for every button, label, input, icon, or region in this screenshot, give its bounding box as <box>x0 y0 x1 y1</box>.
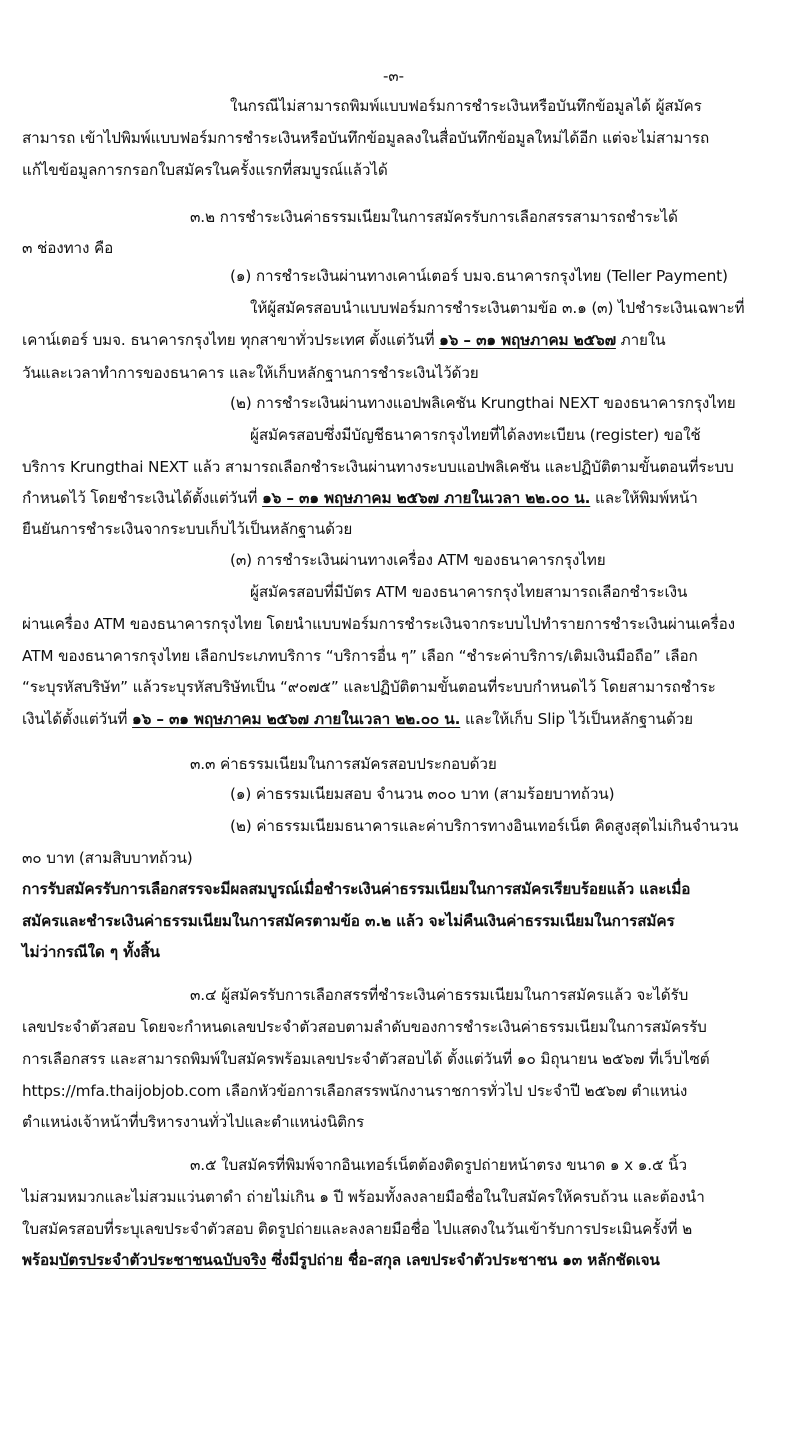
text-line: ตำแหน่งเจ้าหน้าที่บริหารงานทั่วไปและตำแหน่งนิติกร <box>22 1113 365 1131</box>
text-line-bold: การรับสมัครรับการเลือกสรรจะมีผลสมบูรณ์เมื่อชำระเงินค่าธรรมเนียมในการสมัครเรียบร้อยแล้ว และเมื่อ <box>22 880 691 898</box>
text-line: ๓๐ บาท (สามสิบบาทถ้วน) <box>22 849 193 867</box>
text-line: เลขประจำตัวสอบ โดยจะกำหนดเลขประจำตัวสอบตามลำดับของการชำระเงินค่าธรรมเนียมในการสมัครรับ <box>22 1018 707 1036</box>
text-line: ในกรณีไม่สามารถพิมพ์แบบฟอร์มการชำระเงินหรือบันทึกข้อมูลได้ ผู้สมัคร <box>230 97 702 115</box>
text-line-bold: พร้อมบัตรประจำตัวประชาชนฉบับจริง ซึ่งมีรูปถ่าย ชื่อ-สกุล เลขประจำตัวประชาชน ๑๓ หลักชัดเจน <box>22 1251 660 1269</box>
text-line: เงินได้ตั้งแต่วันที่ ๑๖ – ๓๑ พฤษภาคม ๒๕๖๗ ภายในเวลา ๒๒.๐๐ น. และให้เก็บ Slip ไว้เป็นหลักฐานด้วย <box>22 710 693 728</box>
text-line: กำหนดไว้ โดยชำระเงินได้ตั้งแต่วันที่ ๑๖ – ๓๑ พฤษภาคม ๒๕๖๗ ภายในเวลา ๒๒.๐๐ น. และให้พิมพ์หน้า <box>22 489 698 507</box>
text-line: “ระบุรหัสบริษัท” แล้วระบุรหัสบริษัทเป็น “๙๐๗๕” และปฏิบัติตามขั้นตอนที่ระบบกำหนดไว้ โดยสามารถชำระ <box>22 678 716 696</box>
text-line-bold: สมัครและชำระเงินค่าธรรมเนียมในการสมัครตามข้อ ๓.๒ แล้ว จะไม่คืนเงินค่าธรรมเนียมในการสมัคร <box>22 912 675 930</box>
text-line: การเลือกสรร และสามารถพิมพ์ใบสมัครพร้อมเลขประจำตัวสอบได้ ตั้งแต่วันที่ ๑๐ มิถุนายน ๒๕๖๗ ที่เว็บไซต์ <box>22 1050 710 1068</box>
page-number: -๓- <box>383 67 405 85</box>
text-line: ใบสมัครสอบที่ระบุเลขประจำตัวสอบ ติดรูปถ่ายและลงลายมือชื่อ ไปแสดงในวันเข้ารับการประเมินครั้งที่ ๒ <box>22 1220 693 1238</box>
text-line: (๑) การชำระเงินผ่านทางเคาน์เตอร์ บมจ.ธนาคารกรุงไทย (Teller Payment) <box>230 267 728 285</box>
text-line: ๓.๒ การชำระเงินค่าธรรมเนียมในการสมัครรับการเลือกสรรสามารถชำระได้ <box>190 208 678 226</box>
date-range-emphasis: ๑๖ – ๓๑ พฤษภาคม ๒๕๖๗ ภายในเวลา ๒๒.๐๐ น. <box>262 489 591 507</box>
text-line: บริการ Krungthai NEXT แล้ว สามารถเลือกชำระเงินผ่านทางระบบแอปพลิเคชัน และปฏิบัติตามขั้นตอนที่ระบบ <box>22 458 734 476</box>
date-range-emphasis: ๑๖ – ๓๑ พฤษภาคม ๒๕๖๗ <box>439 331 616 349</box>
text-line: https://mfa.thaijobjob.com เลือกหัวข้อการเลือกสรรพนักงานราชการทั่วไป ประจำปี ๒๕๖๗ ตำแหน่ง <box>22 1082 688 1100</box>
text-line: ๓ ช่องทาง คือ <box>22 239 114 257</box>
text-line: แก้ไขข้อมูลการกรอกใบสมัครในครั้งแรกที่สมบูรณ์แล้วได้ <box>22 161 388 179</box>
id-card-emphasis: บัตรประจำตัวประชาชนฉบับจริง <box>58 1251 267 1269</box>
text-line: ๓.๕ ใบสมัครที่พิมพ์จากอินเทอร์เน็ตต้องติดรูปถ่ายหน้าตรง ขนาด ๑ x ๑.๕ นิ้ว <box>190 1156 687 1174</box>
text-line: ๓.๔ ผู้สมัครรับการเลือกสรรที่ชำระเงินค่าธรรมเนียมในการสมัครแล้ว จะได้รับ <box>190 986 689 1004</box>
date-range-emphasis: ๑๖ – ๓๑ พฤษภาคม ๒๕๖๗ ภายในเวลา ๒๒.๐๐ น. <box>132 710 461 728</box>
text-line: เคาน์เตอร์ บมจ. ธนาคารกรุงไทย ทุกสาขาทั่วประเทศ ตั้งแต่วันที่ ๑๖ – ๓๑ พฤษภาคม ๒๕๖๗ ภายใน <box>22 331 666 349</box>
text-line: วันและเวลาทำการของธนาคาร และให้เก็บหลักฐานการชำระเงินไว้ด้วย <box>22 364 479 382</box>
text-line: ผ่านเครื่อง ATM ของธนาคารกรุงไทย โดยนำแบบฟอร์มการชำระเงินจากระบบไปทำรายการชำระเงินผ่านเครื่อง <box>22 615 735 633</box>
text-line: ให้ผู้สมัครสอบนำแบบฟอร์มการชำระเงินตามข้อ ๓.๑ (๓) ไปชำระเงินเฉพาะที่ <box>250 299 745 317</box>
text-line: ๓.๓ ค่าธรรมเนียมในการสมัครสอบประกอบด้วย <box>190 755 497 773</box>
text-line: ยืนยันการชำระเงินจากระบบเก็บไว้เป็นหลักฐานด้วย <box>22 520 353 538</box>
text-line: (๒) การชำระเงินผ่านทางแอปพลิเคชัน Krungthai NEXT ของธนาคารกรุงไทย <box>230 394 736 412</box>
text-line: ATM ของธนาคารกรุงไทย เลือกประเภทบริการ “บริการอื่น ๆ” เลือก “ชำระค่าบริการ/เติมเงินมือถือ” เลือก <box>22 647 698 665</box>
text-line: (๓) การชำระเงินผ่านทางเครื่อง ATM ของธนาคารกรุงไทย <box>230 551 606 569</box>
text-line: ไม่สวมหมวกและไม่สวมแว่นตาดำ ถ่ายไม่เกิน ๑ ปี พร้อมทั้งลงลายมือชื่อในใบสมัครให้ครบถ้วน และต้องนำ <box>22 1188 705 1206</box>
text-line-bold: ไม่ว่ากรณีใด ๆ ทั้งสิ้น <box>22 943 160 961</box>
text-line: ผู้สมัครสอบที่มีบัตร ATM ของธนาคารกรุงไทยสามารถเลือกชำระเงิน <box>250 583 688 601</box>
text-line: (๒) ค่าธรรมเนียมธนาคารและค่าบริการทางอินเทอร์เน็ต คิดสูงสุดไม่เกินจำนวน <box>230 817 739 835</box>
text-line: (๑) ค่าธรรมเนียมสอบ จำนวน ๓๐๐ บาท (สามร้อยบาทถ้วน) <box>230 785 615 803</box>
text-line: ผู้สมัครสอบซึ่งมีบัญชีธนาคารกรุงไทยที่ได้ลงทะเบียน (register) ขอใช้ <box>250 426 701 444</box>
text-line: สามารถ เข้าไปพิมพ์แบบฟอร์มการชำระเงินหรือบันทึกข้อมูลลงในสื่อบันทึกข้อมูลใหม่ได้อีก แต่จะไม่สามารถ <box>22 129 710 147</box>
